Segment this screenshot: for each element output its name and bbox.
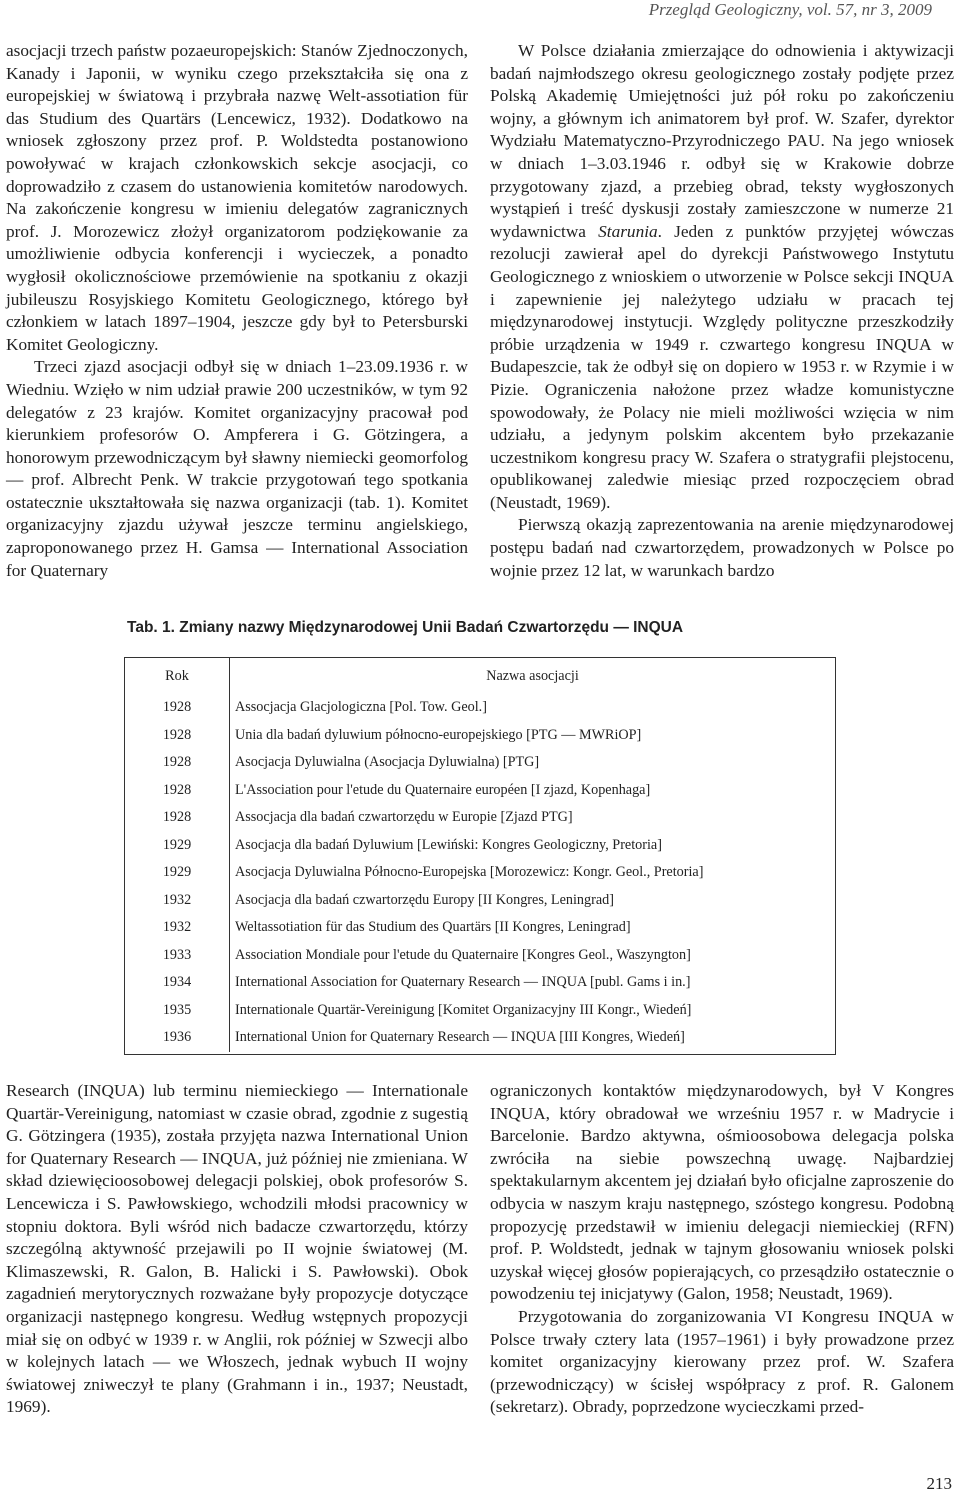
table-row [125,859,835,887]
cell-name: Asocjacja Dyluwialna Północno-Europejska [Morozewicz: Kongr. Geol., Pretoria] [235,864,704,881]
column-top-left [6,40,468,582]
column-bottom-right [490,1080,954,1419]
header-name: Nazwa asocjacji [486,667,579,684]
cell-year: 1932 [125,887,230,915]
cell-name: Unia dla badań dyluwium północno-europejskiego [PTG — MWRiOP] [235,726,642,743]
column-bottom-left [6,1080,468,1419]
cell-year: 1933 [125,942,230,970]
cell-name: L'Association pour l'etude du Quaternaire européen [I zjazd, Kopenhaga] [235,781,651,798]
paragraph: asocjacji trzech państw pozaeuropejskich: Stanów Zjednoczonych, Kanady i Japonii, w wyniku czego przekształciła się ona z europejskiej w światową i przybrała nazwę Welt-assotiation für das Studium des Quartärs (Lencewicz, 1932). Dodatkowo na wniosek zgłoszony przez prof. P. Woldstedta postanowiono powoływać w krajach członkowskich sekcje asocjacji, co doprowadziło z czasem do ustanowienia komitetów narodowych. Na zakończenie kongresu w imieniu delegatów zagranicznych prof. J. Morozewicz złożył organizatorom podziękowanie za umożliwienie odbycia konferencji i wycieczek, a ponadto wygłosił okolicznościowe przemówienie na spotkaniu z okazji jubileuszu Rosyjskiego Komitetu Geologicznego, którego był członkiem w latach 1897–1904, jeszcze gdy był to Petersburski Komitet Geologiczny. [6,41,468,354]
cell-name: International Association for Quaternary Research — INQUA [publ. Gams i in.] [235,974,691,991]
table-row [125,997,835,1025]
cell-name: Association Mondiale pour l'etude du Quaternaire [Kongres Geol., Waszyngton] [235,946,691,963]
table-caption: Tab. 1. Zmiany nazwy Międzynarodowej Unii Badań Czwartorzędu — INQUA [127,619,684,636]
cell-name: International Union for Quaternary Research — INQUA [III Kongres, Wiedeń] [235,1029,685,1046]
cell-year: 1929 [125,859,230,887]
table-row [125,942,835,970]
cell-year: 1929 [125,832,230,860]
paragraph: Przygotowania do zorganizowania VI Kongresu INQUA w Polsce trwały cztery lata (1957–1961) i były prowadzone przez komitet organizacyjny kierowany przez prof. W. Szafera (przewodniczący) w ścisłej współpracy z prof. R. Galonem (sekretarz). Obrady, poprzedzone wycieczkami przed- [490,1306,954,1417]
table-row [125,1024,835,1052]
table [125,658,835,1052]
table-row [125,804,835,832]
cell-year: 1935 [125,997,230,1025]
page-number: 213 [926,1474,952,1493]
cell-year: 1928 [125,777,230,805]
table-row [125,777,835,805]
table-row [125,694,835,722]
cell-year: 1928 [125,694,230,722]
table-row [125,914,835,942]
table-row [125,969,835,997]
table-body [125,694,835,1052]
text-run: W Polsce działania zmierzające do odnowienia i aktywizacji badań najmłodszego okresu geologicznego zostały podjęte przez Polską Akademię Umiejętności już pół roku po zakończeniu wojny, a głównym ich animatorem był prof. W. Szafer, dyrektor Wydziału Matematyczno-Przyrodniczego PAU. Na jego wniosek w dniach 1–3.03.1946 r. odbył się w Krakowie dobrze przygotowany zjazd, a przebieg obrad, teksty wygłoszonych wystąpień i treść dyskusji zostały zamieszczone w numerze 21 wydawnictwa [490,41,954,241]
cell-name: Assocjacja Glacjologiczna [Pol. Tow. Geol.] [235,699,487,716]
cell-name: Internationale Quartär-Vereinigung [Komitet Organizacyjny III Kongr., Wiedeń] [235,1001,692,1018]
journal-header: Przegląd Geologiczny, vol. 57, nr 3, 2009 [648,0,932,19]
table-header-row [125,658,835,694]
cell-year: 1928 [125,749,230,777]
cell-name: Asocjacja Dyluwialna (Asocjacja Dyluwialna) [PTG] [235,754,540,771]
cell-name: Asocjacja dla badań Dyluwium [Lewiński: Kongres Geologiczny, Pretoria] [235,836,662,853]
cell-name: Assocjacja dla badań czwartorzędu w Europie [Zjazd PTG] [235,809,573,826]
table-row [125,722,835,750]
names-table [124,657,836,1055]
cell-year: 1928 [125,722,230,750]
paragraph [490,40,954,514]
paragraph: ograniczonych kontaktów międzynarodowych, był V Kongres INQUA, który obradował we wrześniu 1957 r. w Madrycie i Barcelonie. Bardzo aktywna, ośmioosobowa delegacja polska zwróciła na siebie powszechną uwagę. Najbardziej spektakularnym akcentem jej działań było oficjalne zaproszenie do odbycia w naszym kraju następnego, szóstego kongresu. Podobną propozycję przedstawił w imieniu delegacji niemieckiej (RFN) prof. P. Woldstedt, jednak w tajnym głosowaniu wniosek polski uzyskał więcej głosów popierających, co przesądziło ostatecznie o powodzeniu tej inicjatywy (Galon, 1958; Neustadt, 1969). [490,1081,955,1304]
paragraph: Pierwszą okazją zaprezentowania na arenie międzynarodowej postępu badań nad czwartorzędem, prowadzonych w Polsce po wojnie przez 12 lat, w warunkach bardzo [490,515,954,580]
journal-title-italic: Starunia [598,221,658,241]
text-run: . Jeden z punktów przyjętej wówczas rezolucji zawierał apel do dyrekcji Państwowego Instytutu Geologicznego z wnioskiem o utworzenie w Polsce sekcji INQUA i zapewnienie jej należytego udziału w pracach tej międzynarodowej instytucji. Względy polityczne przeszkodziły próbie urządzenia w 1949 r. czwartego kongresu INQUA w Budapeszcie, tak że odbył się on dopiero w 1953 r. w Rzymie i w Pizie. Ograniczenia nałożone przez władze komunistyczne spowodowały, że Polacy nie mieli możliwości wzięcia w nim udziału, a jedynym polskim akcentem było przekazanie uczestnikom kongresu pracy W. Szafera o stratygrafii plejstocenu, opublikowanej zaledwie miesiąc przed rozpoczęciem obrad (Neustadt, 1969). [490,221,954,512]
cell-year: 1936 [125,1024,230,1052]
cell-name: Asocjacja dla badań czwartorzędu Europy [II Kongres, Leningrad] [235,891,614,908]
table-row [125,832,835,860]
paragraph: Research (INQUA) lub terminu niemieckiego — Internationale Quartär-Vereinigung, natomiast w czasie obrad, zgodnie z sugestią G. Götzingera (1935), została przyjęta nazwa International Union for Quaternary Research — INQUA, już później nie zmieniana. W skład dziewięcioosobowej delegacji polskiej, obok profesorów S. Lencewicza i S. Pawłowskiego, wchodzili młodsi pracownicy w stopniu doktora. Byli wśród nich badacze czwartorzędu, którzy szczególną aktywność przejawili po II wojnie światowej (M. Klimaszewski, R. Galon, B. Halicki i S. Pawłowski). Obok zagadnień merytorycznych rozważane były propozycje dotyczące organizacji następnego kongresu. Według wstępnych propozycji miał się on odbyć w 1939 r. w Anglii, rok później w Szwecji albo w kolejnych latach — we Włoszech, jednak wybuch II wojny światowej zniweczył te plany (Grahmann i in., 1937; Neustadt, 1969). [6,1081,468,1417]
table-row [125,749,835,777]
cell-name: Weltassotiation für das Studium des Quartärs [II Kongres, Leningrad] [235,919,631,936]
table-row [125,887,835,915]
paragraph: Trzeci zjazd asocjacji odbył się w dniach 1–23.09.1936 r. w Wiedniu. Wzięło w nim udział prawie 200 uczestników, w tym 92 delegatów z 23 krajów. Komitet organizacyjny pracował pod kierunkiem profesorów O. Ampferera i G. Götzingera, a honorowym przewodniczącym był sławny niemiecki geomorfolog — prof. Albrecht Penk. W trakcie przygotowań tego spotkania ostatecznie ukształtowała się nazwa organizacji (tab. 1). Komitet organizacyjny zjazdu używał jeszcze terminu angielskiego, zaproponowanego przez H. Gamsa — International Association for Quaternary [6,357,468,580]
cell-year: 1934 [125,969,230,997]
cell-year: 1928 [125,804,230,832]
cell-year: 1932 [125,914,230,942]
header-year: Rok [125,658,230,694]
column-top-right [490,40,954,582]
